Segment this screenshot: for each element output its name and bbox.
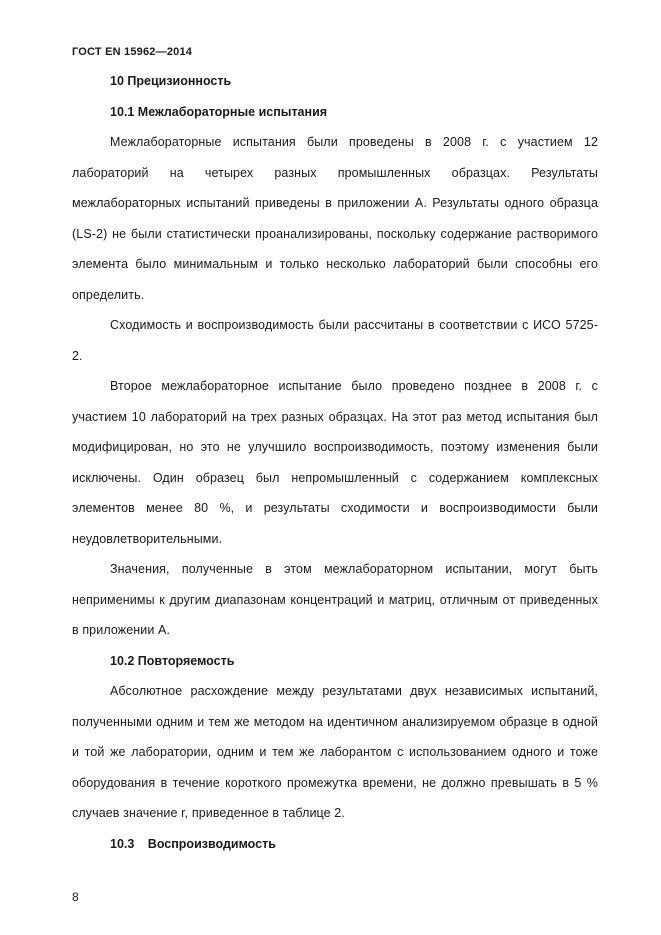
section-10-1-heading: 10.1 Межлабораторные испытания <box>110 104 328 119</box>
paragraph-applicability: Значения, полученные в этом межлабораторном испытании, могут быть неприменимы к другим диапазонам концентраций и матриц, отличным от приведенных в приложении А. <box>72 562 598 637</box>
paragraph-repeatability: Абсолютное расхождение между результатами двух независимых испытаний, полученными одним и тем же методом на идентичном анализируемом образце в одной и той же лаборатории, одним и тем же лаборантом с использованием одного и тоже оборудования в течение короткого промежутка времени, не должно превышать в 5 % случаев значение r, приведенное в таблице 2. <box>72 684 598 820</box>
document-code-header: ГОСТ EN 15962—2014 <box>72 46 193 58</box>
section-10-heading: 10 Прецизионность <box>110 74 232 88</box>
section-10-2-heading: 10.2 Повторяемость <box>110 653 235 668</box>
paragraph-repeatability-calc: Сходимость и воспроизводимость были рассчитаны в соответствии с ИСО 5725-2. <box>72 318 598 363</box>
paragraph-interlab-tests: Межлабораторные испытания были проведены в 2008 г. с участием 12 лабораторий на четырех разных промышленных образцах. Результаты межлабораторных испытаний приведены в приложении А. Результаты одного образца (LS-2) не были статистически проанализированы, поскольку содержание растворимого элемента было минимальным и только несколько лабораторий были способны его определить. <box>72 135 598 302</box>
paragraph-second-interlab: Второе межлабораторное испытание было проведено позднее в 2008 г. с участием 10 лабораторий на трех разных образцах. На этот раз метод испытания был модифицирован, но это не улучшило воспроизводимость, поэтому изменения были исключены. Один образец был непромышленный с содержанием комплексных элементов менее 80 %, и результаты сходимости и воспроизводимости были неудовлетворительными. <box>72 379 598 546</box>
page-body <box>72 66 598 859</box>
page-number: 8 <box>72 890 79 904</box>
section-10-3-heading: 10.3 Воспроизводимость <box>110 836 276 851</box>
